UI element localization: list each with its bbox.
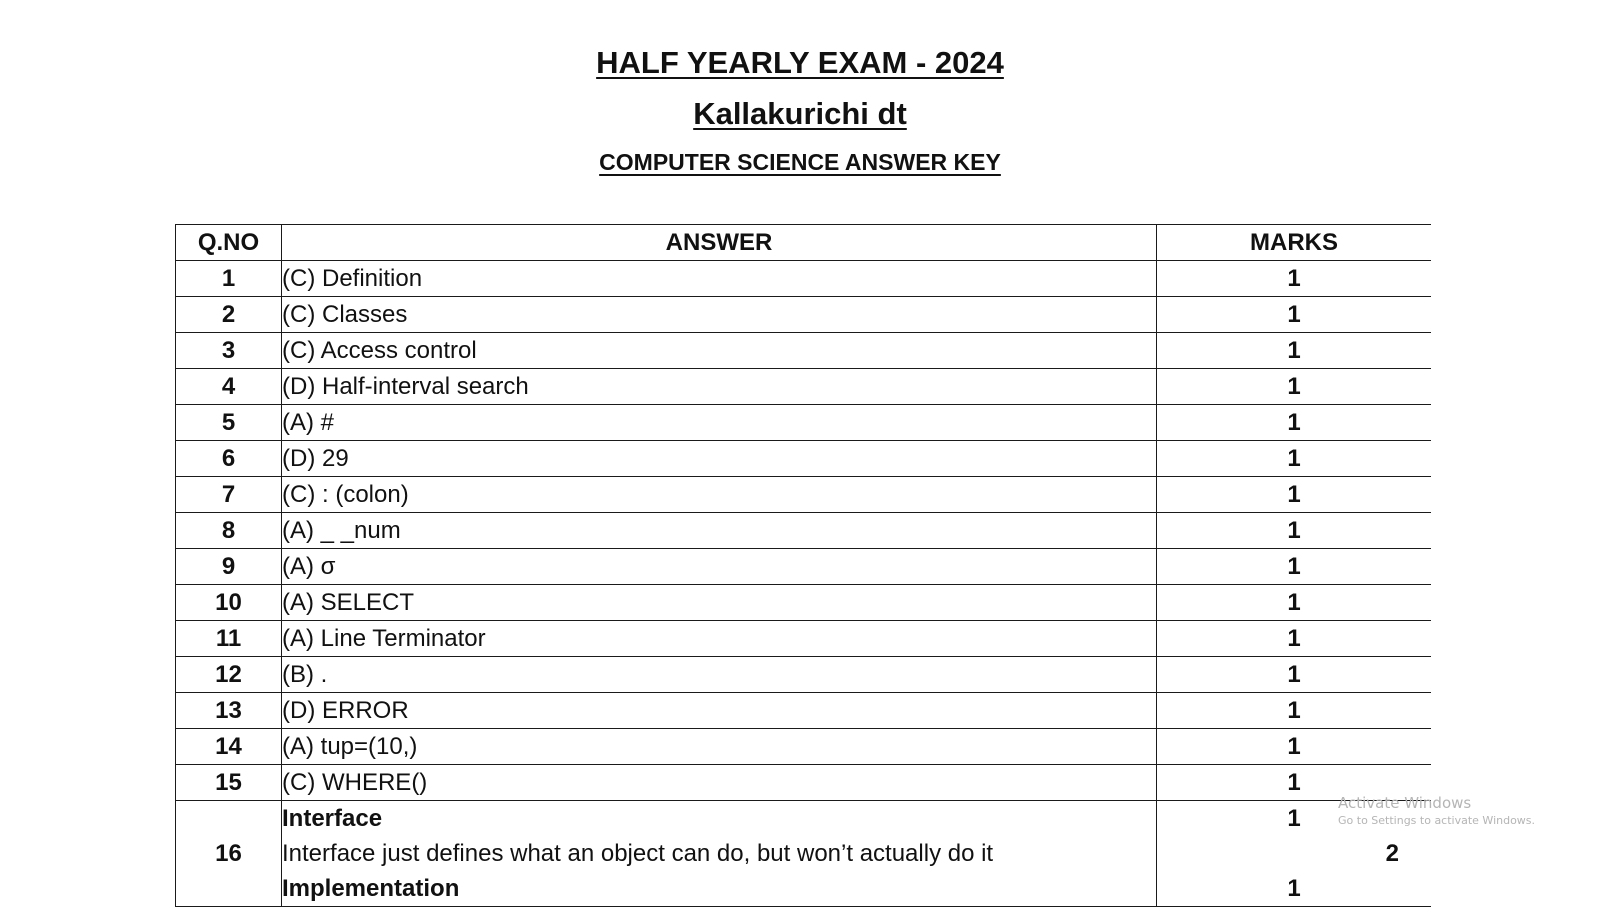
marks-value: 1 (1157, 261, 1432, 297)
q16-answer-cell (282, 801, 1157, 907)
table-row (176, 405, 1432, 441)
marks-value: 1 (1157, 549, 1432, 585)
answer-text: (B) . (282, 657, 1157, 693)
table-row (176, 261, 1432, 297)
marks-value: 1 (1157, 441, 1432, 477)
district-title (0, 95, 1600, 133)
answer-key-sheet (175, 224, 1431, 924)
marks-value: 1 (1157, 585, 1432, 621)
answer-text: (D) 29 (282, 441, 1157, 477)
marks-value: 1 (1157, 621, 1432, 657)
district-title-text: Kallakurichi dt (693, 96, 907, 131)
answer-text: (A) # (282, 405, 1157, 441)
activate-windows-watermark (1338, 793, 1535, 829)
table-row (176, 693, 1432, 729)
answer-text: (C) Access control (282, 333, 1157, 369)
table-row-q16 (176, 801, 1432, 907)
table-row (176, 765, 1432, 801)
answer-text: (D) ERROR (282, 693, 1157, 729)
column-header-marks: MARKS (1157, 225, 1432, 261)
column-header-answer: ANSWER (282, 225, 1157, 261)
exam-title (0, 44, 1600, 82)
table-row (176, 657, 1432, 693)
question-number: 6 (176, 441, 282, 477)
answer-key-subtitle (0, 147, 1600, 177)
question-number: 1 (176, 261, 282, 297)
answer-key-subtitle-text: COMPUTER SCIENCE ANSWER KEY (599, 149, 1001, 175)
table-row (176, 729, 1432, 765)
table-header-row (176, 225, 1432, 261)
answer-text: (C) Definition (282, 261, 1157, 297)
question-number: 14 (176, 729, 282, 765)
marks-value: 1 (1157, 729, 1432, 765)
marks-value: 1 (1157, 369, 1432, 405)
question-number: 11 (176, 621, 282, 657)
marks-value: 1 (1157, 333, 1432, 369)
question-number: 2 (176, 297, 282, 333)
watermark-line-2: Go to Settings to activate Windows. (1338, 814, 1536, 827)
watermark-line-1: Activate Windows (1338, 794, 1472, 812)
question-number: 7 (176, 477, 282, 513)
answer-text: (C) WHERE() (282, 765, 1157, 801)
table-row (176, 549, 1432, 585)
table-row (176, 297, 1432, 333)
table-row (176, 513, 1432, 549)
question-number: 5 (176, 405, 282, 441)
table-row (176, 369, 1432, 405)
table-row (176, 333, 1432, 369)
marks-value: 1 (1157, 297, 1432, 333)
table-row (176, 441, 1432, 477)
question-number: 9 (176, 549, 282, 585)
marks-value: 1 (1157, 657, 1432, 693)
marks-value: 1 (1157, 477, 1432, 513)
answer-text: (C) : (colon) (282, 477, 1157, 513)
answer-key-body (176, 261, 1432, 907)
marks-value: 1 (1157, 765, 1432, 801)
question-number: 13 (176, 693, 282, 729)
q16-number-cell (176, 801, 282, 907)
q16-mark-2: 2 (1385, 840, 1399, 867)
q16-mark-3: 1 (1287, 875, 1301, 902)
q16-number: 16 (215, 840, 242, 867)
answer-text: (A) SELECT (282, 585, 1157, 621)
question-number: 10 (176, 585, 282, 621)
marks-value: 1 (1157, 693, 1432, 729)
answer-text: (D) Half-interval search (282, 369, 1157, 405)
marks-value: 1 (1157, 513, 1432, 549)
question-number: 15 (176, 765, 282, 801)
table-row (176, 477, 1432, 513)
marks-value: 1 (1157, 405, 1432, 441)
q16-mark-1: 1 (1287, 805, 1301, 832)
table-row (176, 585, 1432, 621)
question-number: 4 (176, 369, 282, 405)
q16-line-3: Implementation (282, 875, 460, 902)
answer-text: (A) σ (282, 549, 1157, 585)
question-number: 8 (176, 513, 282, 549)
column-header-qno: Q.NO (176, 225, 282, 261)
q16-line-1: Interface (282, 805, 383, 832)
answer-text: (A) Line Terminator (282, 621, 1157, 657)
exam-title-text: HALF YEARLY EXAM - 2024 (596, 45, 1004, 80)
answer-text: (A) tup=(10,) (282, 729, 1157, 765)
answer-key-table (175, 224, 1431, 907)
q16-line-2: Interface just defines what an object can do, but won’t actually do it (282, 840, 994, 867)
answer-text: (C) Classes (282, 297, 1157, 333)
answer-text: (A) _ _num (282, 513, 1157, 549)
question-number: 3 (176, 333, 282, 369)
table-row (176, 621, 1432, 657)
question-number: 12 (176, 657, 282, 693)
